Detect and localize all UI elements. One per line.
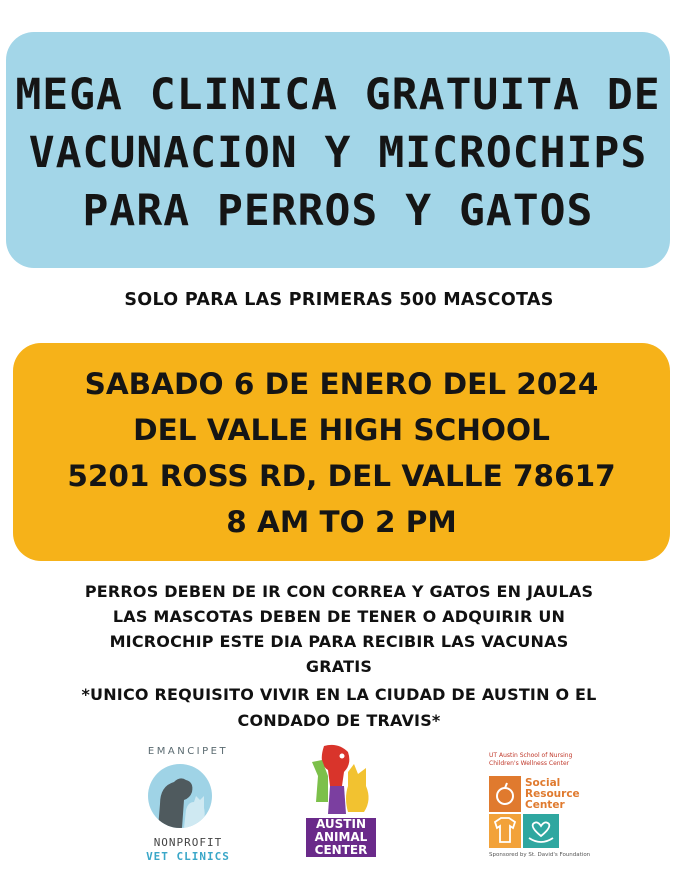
dog-cat-silhouette-icon	[148, 764, 212, 828]
info-line-6: CONDADO DE TRAVIS*	[237, 711, 441, 730]
info-line-4: GRATIS	[305, 657, 373, 676]
event-time: 8 AM TO 2 PM	[226, 505, 457, 539]
info-line-3: MICROCHIP ESTE DIA PARA RECIBIR LAS VACUNAS	[109, 632, 569, 651]
src-name-line-1: Social	[525, 777, 561, 789]
src-top-line-2: Children's Wellness Center	[489, 760, 570, 767]
title-line-3: PARA PERROS Y GATOS	[82, 186, 594, 236]
info-line-5: *UNICO REQUISITO VIVIR EN LA CIUDAD DE AUSTIN O EL	[81, 685, 597, 704]
src-footer: Sponsored by St. David's Foundation	[489, 852, 591, 858]
aac-line-1: AUSTIN	[306, 818, 376, 831]
aac-line-2: ANIMAL	[306, 831, 376, 844]
title-line-2: VACUNACION Y MICROCHIPS	[28, 128, 648, 178]
info-line-1: PERROS DEBEN DE IR CON CORREA Y GATOS EN JAULAS	[84, 582, 594, 601]
event-date: SABADO 6 DE ENERO DEL 2024	[84, 367, 599, 401]
event-details-banner	[13, 343, 670, 561]
src-name-line-2: Resource	[525, 788, 580, 800]
src-name	[525, 778, 580, 811]
event-venue: DEL VALLE HIGH SCHOOL	[133, 413, 550, 447]
src-name-line-3: Center	[525, 799, 565, 811]
aac-line-3: CENTER	[306, 844, 376, 857]
info-line-2: LAS MASCOTAS DEBEN DE TENER O ADQUIRIR UN	[112, 607, 566, 626]
dog-cat-rabbit-icon	[308, 742, 376, 818]
emancipet-name: EMANCIPET	[147, 746, 229, 757]
src-top-line-1: UT Austin School of Nursing	[489, 752, 573, 759]
emancipet-line-1: NONPROFIT	[153, 836, 223, 849]
subtitle: SOLO PARA LAS PRIMERAS 500 MASCOTAS	[124, 290, 554, 310]
emancipet-line-2: VET CLINICS	[146, 850, 230, 863]
title-banner	[6, 32, 670, 268]
title-line-1: MEGA CLINICA GRATUITA DE	[15, 70, 661, 120]
event-address: 5201 ROSS RD, DEL VALLE 78617	[67, 459, 616, 493]
